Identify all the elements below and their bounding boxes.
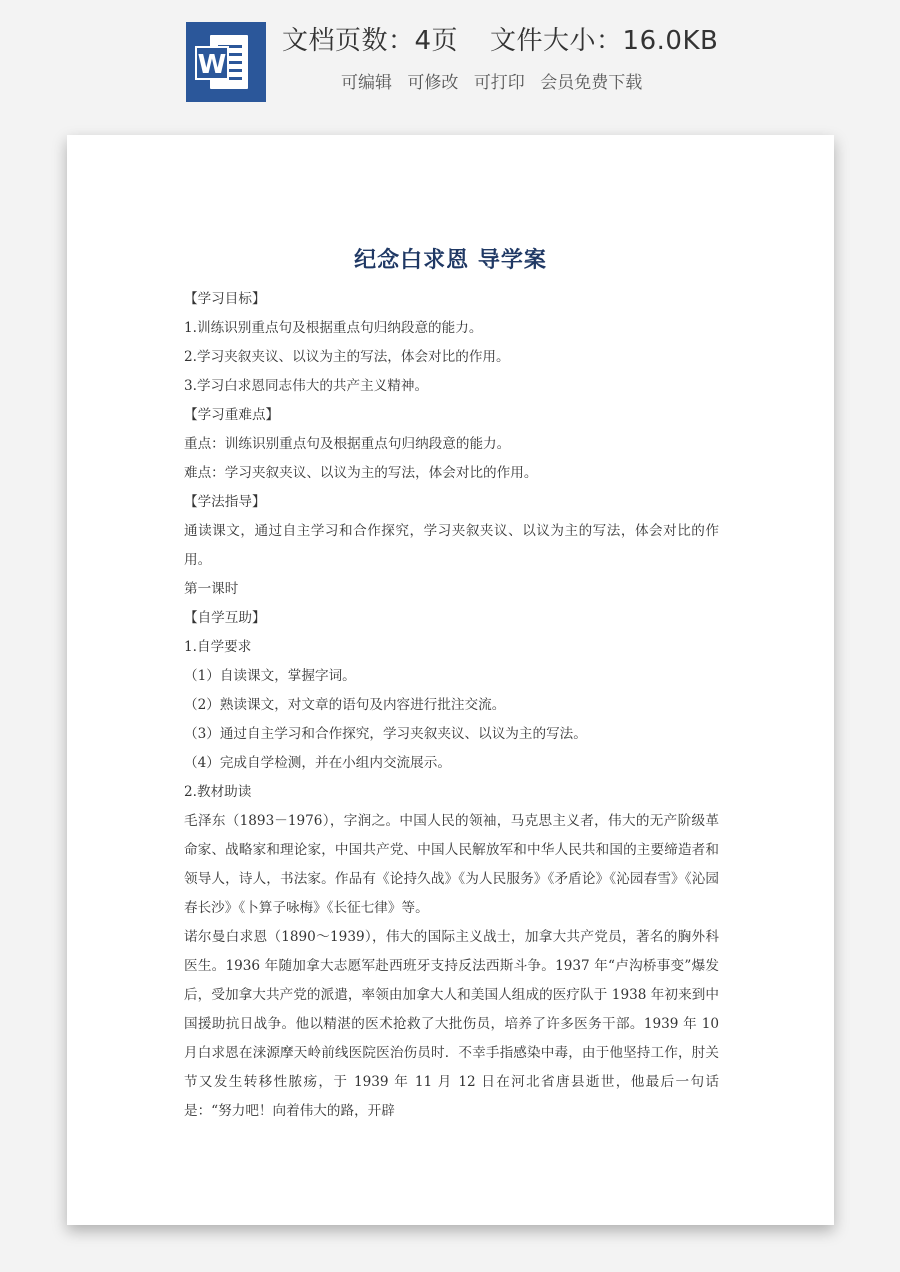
body-line: 难点：学习夹叙夹议、以议为主的写法，体会对比的作用。 bbox=[184, 465, 538, 481]
feature-modifiable: 可修改 bbox=[407, 73, 459, 93]
document-title: 纪念白求恩 导学案 bbox=[354, 248, 547, 273]
body-paragraph: 通读课文，通过自主学习和合作探究，学习夹叙夹议、以议为主的写法，体会对比的作用。 bbox=[184, 523, 719, 568]
document-page bbox=[67, 135, 834, 1225]
lesson-label: 第一课时 bbox=[184, 581, 239, 597]
section-heading: 【学习目标】 bbox=[184, 291, 266, 307]
file-info bbox=[282, 20, 842, 57]
word-document-icon: W bbox=[186, 22, 266, 102]
body-line: 3.学习白求恩同志伟大的共产主义精神。 bbox=[184, 378, 429, 394]
feature-editable: 可编辑 bbox=[341, 73, 392, 93]
body-line: （3）通过自主学习和合作探究，学习夹叙夹议、以议为主的写法。 bbox=[184, 726, 587, 742]
body-line: 2.学习夹叙夹议、以议为主的写法，体会对比的作用。 bbox=[184, 349, 510, 365]
body-line: 2.教材助读 bbox=[184, 784, 252, 800]
feature-printable: 可打印 bbox=[473, 73, 525, 93]
download-banner bbox=[0, 0, 900, 118]
section-heading: 【自学互助】 bbox=[184, 610, 266, 626]
body-paragraph: 诺尔曼白求恩（1890～1939），伟大的国际主义战士，加拿大共产党员，著名的胸外科医生。1936 年随加拿大志愿军赴西班牙支持反法西斯斗争。1937 年“卢沟桥事变”爆发后，受加拿大共产党的派遣，率领由加拿大人和美国人组成的医疗队于 1938 年初来到中国援助抗日战争。他以精湛的医术抢救了大批伤员，培养了许多医务干部。1939 年 10 月白求恩在涞源摩天岭前线医院医治伤员时．不幸手指感染中毒，由于他坚持工作，肘关节又发生转移性脓疡，于 1939 年 11 月 12 日在河北省唐县逝世，他最后一句话是：“努力吧！向着伟大的路，开辟 bbox=[184, 929, 720, 1119]
body-line: （2）熟读课文，对文章的语句及内容进行批注交流。 bbox=[184, 697, 506, 713]
body-line: （4）完成自学检测，并在小组内交流展示。 bbox=[184, 755, 451, 771]
feature-free-download: 会员免费下载 bbox=[540, 73, 643, 93]
body-line: 重点：训练识别重点句及根据重点句归纳段意的能力。 bbox=[184, 436, 511, 452]
body-paragraph: 毛泽东（1893－1976），字润之。中国人民的领袖，马克思主义者，伟大的无产阶级革命家、战略家和理论家，中国共产党、中国人民解放军和中华人民共和国的主要缔造者和领导人，诗人，书法家。作品有《论持久战》《为人民服务》《矛盾论》《沁园春雪》《沁园春长沙》《卜算子咏梅》《长征七律》等。 bbox=[184, 813, 719, 916]
document-body bbox=[184, 285, 719, 1126]
body-line: 1.训练识别重点句及根据重点句归纳段意的能力。 bbox=[184, 320, 483, 336]
section-heading: 【学法指导】 bbox=[184, 494, 266, 510]
file-size: 文件大小：16.0KB bbox=[490, 26, 719, 56]
section-heading: 【学习重难点】 bbox=[184, 407, 280, 423]
page-count: 文档页数：4页 bbox=[282, 26, 459, 56]
body-line: （1）自读课文，掌握字词。 bbox=[184, 668, 356, 684]
body-line: 1.自学要求 bbox=[184, 639, 252, 655]
feature-list bbox=[341, 68, 741, 93]
